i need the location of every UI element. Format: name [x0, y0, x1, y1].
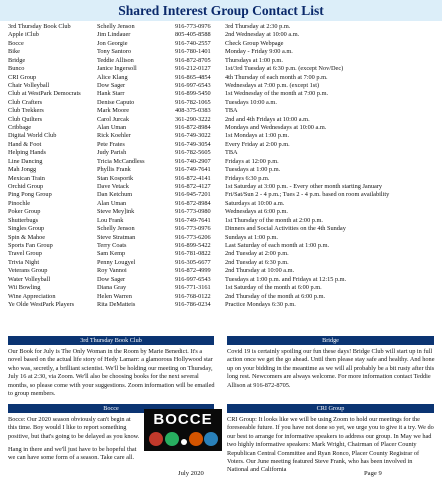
contact-person: Alice Klang: [97, 73, 128, 81]
contact-row: [8, 107, 438, 115]
contact-person: Dave Vetack: [97, 183, 129, 191]
meeting-info: Wednesdays at 7:00 p.m. (except 1st): [225, 81, 320, 89]
contact-person: Lou Frank: [97, 216, 124, 224]
contact-phone: 916-780-1401: [175, 48, 211, 56]
bocce-logo-text: BOCCE: [153, 411, 213, 428]
group-name: Water Volleyball: [8, 275, 51, 283]
contact-row: [8, 276, 438, 284]
contact-row: [8, 40, 438, 48]
group-name: Poker Group: [8, 208, 41, 216]
bocce-logo: [144, 409, 222, 451]
contact-phone: 916-786-0234: [175, 300, 211, 308]
contact-phone: 916-872-4999: [175, 267, 211, 275]
contact-row: [8, 175, 438, 183]
contact-phone: 916-872-8984: [175, 199, 211, 207]
contact-phone: 916-781-0822: [175, 250, 211, 258]
meeting-info: Wednesdays at 6:00 p.m.: [225, 208, 288, 216]
group-name: Wine Appreciation: [8, 292, 56, 300]
contact-phone: 916-773-0980: [175, 208, 211, 216]
book-club-heading: 3rd Thursday Book Club: [8, 336, 214, 345]
group-name: Travel Group: [8, 250, 42, 258]
group-name: Ye Olde WestPark Players: [8, 300, 75, 308]
group-name: Veterans Group: [8, 267, 48, 275]
contact-row: [8, 250, 438, 258]
meeting-info: 2nd Tuesday at 6:30 p.m.: [225, 258, 289, 266]
group-name: Helping Hands: [8, 149, 46, 157]
contact-person: Dow Sager: [97, 81, 126, 89]
contact-phone: 916-899-5450: [175, 90, 211, 98]
contact-person: Dan Ketchum: [97, 191, 133, 199]
contact-phone: 916-899-5422: [175, 241, 211, 249]
group-name: Trivia Night: [8, 258, 40, 266]
group-name: 3rd Thursday Book Club: [8, 23, 71, 30]
contact-row: [8, 141, 438, 149]
group-name: Spin & Mahoe: [8, 233, 46, 241]
meeting-info: 2nd and 4th Fridays at 10:00 a.m.: [225, 115, 310, 123]
meeting-info: Last Saturday of each month at 1:00 p.m.: [225, 241, 330, 249]
bocce-text-1: Bocce: Our 2020 season obviously can't begin at this time. Boy would I like to report something positive, but that's going to be delayed as you know.: [8, 416, 140, 440]
contact-row: [8, 284, 438, 292]
contact-person: Tricia McCandless: [97, 157, 145, 165]
meeting-info: Practice Mondays 6:30 p.m.: [225, 300, 296, 308]
contact-person: Judy Parish: [97, 149, 127, 157]
contact-row: [8, 301, 438, 309]
group-name: Singles Group: [8, 225, 45, 233]
cri-text: CRI Group: It looks like we will be using Zoom to hold our meetings for the foreseeable future. If you have not done so yet, we urge you to give it a try. We do our best to arrange for informative speakers to address our group. In May we had two highly informative speakers: Mark Wright, Chairman of Placer County Republican Central Committee and Ryan Ronco, Placer County Registrar of Voters. Our June meeting featured Steve Frank, who has been involved in National and California: [227, 416, 434, 474]
contact-phone: 916-773-0976: [175, 23, 211, 30]
meeting-info: 2nd Thursday at 10:00 a.m.: [225, 267, 295, 275]
contact-row: [8, 132, 438, 140]
contact-row: [8, 259, 438, 267]
group-name: Chair Volleyball: [8, 81, 50, 89]
book-club-text: Our Book for July is The Only Woman in the Room by Marie Benedict. It's a novel based on the actual life story of Hedy Lamarr: a glamorous Hollywood star who was, secretly, a brilliant scientist. We'll be holding our meeting on Thursday, July 16 at 2:30, via Zoom. We'll also be choosing books for the next several months, so please come with your suggestions. Zoom information will be emailed to group members.: [8, 348, 215, 398]
group-name: Club Trekkers: [8, 107, 44, 115]
contact-phone: 916-945-7201: [175, 191, 211, 199]
meeting-info: Saturdays at 10:00 a.m.: [225, 199, 285, 207]
contact-row: [8, 74, 438, 82]
group-name: Cribbage: [8, 124, 32, 132]
contact-person: Steve Stratman: [97, 233, 136, 241]
meeting-info: Fri/Sat/Sun 2 - 4 p.m.; Tues 2 - 4 p.m. based on room availability: [225, 191, 390, 199]
group-name: Club Crafters: [8, 98, 43, 106]
contact-row: [8, 57, 438, 65]
bridge-heading: Bridge: [227, 336, 434, 345]
contact-person: Rick Koehler: [97, 132, 131, 140]
meeting-info: 2nd Wednesday at 10:00 a.m.: [225, 31, 300, 39]
meeting-info: 1st Wednesday of the month at 7:00 p.m.: [225, 90, 329, 98]
contact-row: [8, 217, 438, 225]
contact-phone: 916-773-0976: [175, 225, 211, 233]
footer-date: July 2020: [178, 470, 204, 477]
contact-phone: 916-305-6677: [175, 258, 211, 266]
contact-person: Carol Jurcak: [97, 115, 129, 123]
contact-phone: 916-749-3022: [175, 132, 211, 140]
contact-person: Janice Ingersoll: [97, 65, 137, 73]
contact-person: Teddie Allison: [97, 56, 134, 64]
group-name: Bike: [8, 48, 20, 56]
group-name: Line Dancing: [8, 157, 43, 165]
group-name: Bocce: [8, 39, 24, 47]
group-name: Bunco: [8, 65, 25, 73]
meeting-info: Mondays and Wednesdays at 10:00 a.m.: [225, 124, 327, 132]
meeting-info: Tuesdays 10:00 a.m.: [225, 98, 277, 106]
contact-person: Diana Gray: [97, 284, 127, 292]
group-name: Pinochle: [8, 199, 31, 207]
meeting-info: 1st Saturday of the month at 6:00 p.m.: [225, 284, 322, 292]
contact-person: Alan Uman: [97, 124, 127, 132]
group-name: Mexican Train: [8, 174, 45, 182]
group-name: Club Quilters: [8, 115, 43, 123]
contact-person: Steve Mey]ink: [97, 208, 135, 216]
contact-phone: 916-212-0127: [175, 65, 211, 73]
contact-phone: 916-771-3161: [175, 284, 211, 292]
footer-page-number: Page 9: [364, 470, 382, 477]
contact-row: [8, 234, 438, 242]
meeting-info: TBA: [225, 149, 238, 157]
bocce-balls-icon: [144, 430, 222, 448]
contact-phone: 916-872-8984: [175, 124, 211, 132]
contact-row: [8, 48, 438, 56]
meeting-info: Check Group Webpage: [225, 39, 284, 47]
contact-person: Pete Frates: [97, 140, 125, 148]
contact-row: [8, 183, 438, 191]
contact-phone: 805-405-8588: [175, 31, 211, 39]
meeting-info: Sundays at 1:00 p.m.: [225, 233, 278, 241]
group-name: Club at WestPark Democrats: [8, 90, 81, 98]
contact-phone: 916-782-1065: [175, 98, 211, 106]
group-name: Apple iClub: [8, 31, 39, 39]
meeting-info: Thursdays at 1:00 p.m.: [225, 56, 283, 64]
contact-row: [8, 65, 438, 73]
contact-phone: 361-290-3222: [175, 115, 211, 123]
group-name: Sports Fan Group: [8, 241, 53, 249]
contact-phone: 916-997-6543: [175, 81, 211, 89]
contact-phone: 916-749-3054: [175, 140, 211, 148]
meeting-info: 2nd Tuesday at 2:00 p.m.: [225, 250, 289, 258]
contact-table: [8, 23, 438, 309]
contact-person: Jim Lindauer: [97, 31, 131, 39]
group-name: Wii Bowling: [8, 284, 41, 292]
meeting-info: 1st Saturday at 3:00 p.m. - Every other month starting January: [225, 183, 383, 191]
meeting-info: 2nd Thursday of the month at 6:00 p.m.: [225, 292, 326, 300]
contact-row: [8, 200, 438, 208]
meeting-info: Fridays 6:30 p.m.: [225, 174, 270, 182]
meeting-info: 1st/3rd Tuesday at 6:30 p.m. (except Nov/Dec): [225, 65, 344, 73]
contact-phone: 916-997-6543: [175, 275, 211, 283]
contact-row: [8, 23, 438, 31]
contact-phone: 916-782-5605: [175, 149, 211, 157]
contact-person: Phyllis Frank: [97, 166, 131, 174]
group-name: Ping Pong Group: [8, 191, 52, 199]
meeting-info: Tuesdays at 1:00 p.m.: [225, 166, 281, 174]
contact-row: [8, 225, 438, 233]
meeting-info: 3rd Thursday at 2:30 p.m.: [225, 23, 291, 30]
contact-person: Tony Santoro: [97, 48, 132, 56]
contact-row: [8, 82, 438, 90]
contact-phone: 916-768-0122: [175, 292, 211, 300]
group-name: Shutterbugs: [8, 216, 39, 224]
contact-row: [8, 293, 438, 301]
contact-row: [8, 208, 438, 216]
meeting-info: 1st Thursday of the month at 2:00 p.m.: [225, 216, 324, 224]
contact-phone: 916-773-6206: [175, 233, 211, 241]
meeting-info: Tuesdays at 1:00 p.m. and Fridays at 12:15 p.m.: [225, 275, 347, 283]
contact-phone: 916-872-4127: [175, 183, 211, 191]
contact-phone: 916-865-4854: [175, 73, 211, 81]
bocce-text-2: Hang in there and we'll just have to be hopeful that we can have some form of a season. Take care all.: [8, 446, 137, 462]
contact-person: Denise Caputo: [97, 98, 135, 106]
contact-person: Terry Coats: [97, 241, 127, 249]
contact-person: Schelly Jenson: [97, 225, 135, 233]
contact-row: [8, 31, 438, 39]
contact-row: [8, 99, 438, 107]
contact-phone: 916-740-2557: [175, 39, 211, 47]
contact-phone: 916-749-7641: [175, 166, 211, 174]
meeting-info: Dinners and Social Activities on the 4th Sunday: [225, 225, 346, 233]
contact-person: Hank Starr: [97, 90, 125, 98]
contact-row: [8, 242, 438, 250]
contact-phone: 408-375-0383: [175, 107, 211, 115]
contact-row: [8, 124, 438, 132]
group-name: CRI Group: [8, 73, 37, 81]
contact-person: Dow Sager: [97, 275, 126, 283]
contact-person: Mark Moore: [97, 107, 130, 115]
group-name: Orchid Group: [8, 183, 44, 191]
meeting-info: Fridays at 12:00 p.m.: [225, 157, 279, 165]
cri-heading: CRI Group: [227, 404, 434, 413]
group-name: Hand & Foot: [8, 140, 42, 148]
meeting-info: Every Friday at 2:00 p.m.: [225, 140, 290, 148]
title-banner: [0, 0, 442, 21]
group-name: Mah Jongg: [8, 166, 37, 174]
contact-person: Roy Vannoi: [97, 267, 127, 275]
bridge-text: Covid 19 is certainly spoiling our fun these days! Bridge Club will start up in full action once we get the go ahead. Until then please stay safe and healthy. And hone up on your bidding in the meantime as we will all probably be a bit rusty after this long rest. Newcomers are always welcome. For more information contact Teddie Allison at 916-872-8705.: [227, 348, 435, 389]
contact-row: [8, 191, 438, 199]
bocce-heading: Bocce: [8, 404, 214, 413]
contact-person: Alan Uman: [97, 199, 127, 207]
page-title: Shared Interest Group Contact List: [118, 3, 324, 18]
contact-phone: 916-749-7641: [175, 216, 211, 224]
group-name: Digital World Club: [8, 132, 57, 140]
group-name: Bridge: [8, 56, 26, 64]
meeting-info: Monday - Friday 9:00 a.m.: [225, 48, 293, 56]
contact-phone: 916-872-4141: [175, 174, 211, 182]
contact-person: Schelly Jenson: [97, 23, 135, 30]
contact-phone: 916-740-2907: [175, 157, 211, 165]
contact-phone: 916-872-8705: [175, 56, 211, 64]
meeting-info: 1st Mondays at 1:00 p.m.: [225, 132, 290, 140]
contact-person: Helen Warren: [97, 292, 132, 300]
contact-row: [8, 116, 438, 124]
meeting-info: TBA: [225, 107, 238, 115]
contact-row: [8, 267, 438, 275]
contact-person: Penny Lougyel: [97, 258, 136, 266]
contact-person: Rita DeMatteis: [97, 300, 136, 308]
contact-person: Stan Kosporik: [97, 174, 134, 182]
contact-row: [8, 166, 438, 174]
contact-row: [8, 90, 438, 98]
contact-person: Jon Georgie: [97, 39, 128, 47]
contact-row: [8, 158, 438, 166]
contact-row: [8, 149, 438, 157]
contact-person: Sam Kemp: [97, 250, 126, 258]
meeting-info: 4th Thursday of each month at 7:00 p.m.: [225, 73, 328, 81]
